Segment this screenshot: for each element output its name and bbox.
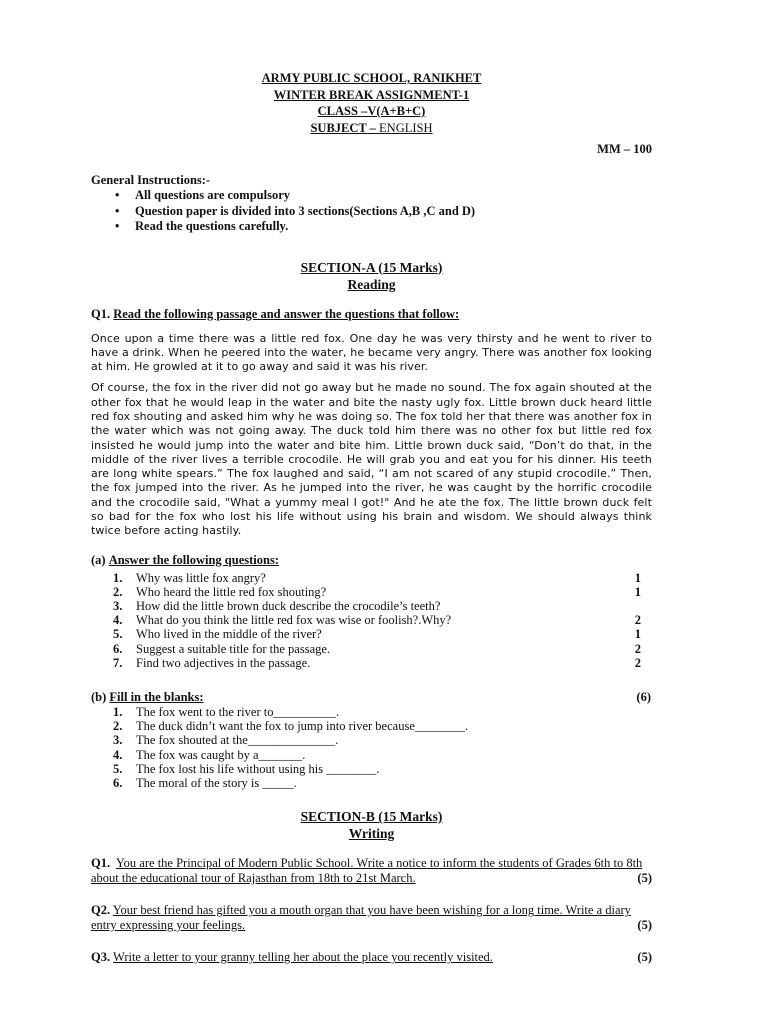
part-b-marks: (6) <box>636 690 651 705</box>
writing-question <box>91 950 652 965</box>
list-item <box>91 733 652 747</box>
question-number: 5. <box>113 761 123 776</box>
subject-line <box>91 120 652 137</box>
question-text: The fox lost his life without using his ________. <box>136 761 380 776</box>
section-a-title: SECTION-A (15 Marks) <box>300 259 443 275</box>
question-text: The moral of the story is _____. <box>136 776 297 791</box>
instruction-item: • All questions are compulsory <box>135 188 652 204</box>
subject-value: ENGLISH <box>375 120 433 135</box>
question-number: Q2. <box>91 903 111 918</box>
section-b-title: SECTION-B (15 Marks) <box>300 809 443 825</box>
question-number: 3. <box>113 599 123 614</box>
question-marks: 2 <box>634 655 641 670</box>
list-item <box>91 627 652 641</box>
document-header <box>91 70 652 136</box>
passage-paragraph: Once upon a time there was a little red fox. One day he was very thirsty and he went to river to have a drink. When he peered into the water, he became very angry. There was another fox looking at him. He growled at it to go away and said it was his river. <box>91 331 652 374</box>
question-text: How did the little brown duck describe the crocodile’s teeth? <box>136 599 441 614</box>
writing-question <box>91 856 652 885</box>
question-marks: 1 <box>634 584 641 599</box>
part-b-heading <box>91 690 652 705</box>
question-number: 1. <box>113 570 123 585</box>
question-text: Why was little fox angry? <box>136 570 266 585</box>
list-item <box>91 642 652 656</box>
document-page <box>91 70 652 965</box>
question-number: 3. <box>113 733 123 748</box>
max-marks: MM – 100 <box>597 142 652 156</box>
question-marks: 2 <box>634 641 641 656</box>
question-number: Q1. <box>91 856 111 871</box>
question-text: Who heard the little red fox shouting? <box>136 584 327 599</box>
list-item <box>91 571 652 585</box>
question-number: 4. <box>113 747 123 762</box>
question-number: 6. <box>113 776 123 791</box>
instructions-list <box>91 188 652 235</box>
part-a-heading <box>91 553 652 568</box>
question-number: 4. <box>113 613 123 628</box>
question-number: Q3. <box>91 950 111 965</box>
question-text: The fox went to the river to__________. <box>136 705 340 720</box>
assignment-title: WINTER BREAK ASSIGNMENT-1 <box>273 87 470 102</box>
question-number: 6. <box>113 641 123 656</box>
question-text: The duck didn’t want the fox to jump into river because________. <box>136 719 468 734</box>
list-item <box>91 599 652 613</box>
question-text: Who lived in the middle of the river? <box>136 627 322 642</box>
question-marks: 2 <box>634 613 641 628</box>
part-b-questions <box>91 705 652 790</box>
q1-number: Q1. <box>91 306 111 321</box>
writing-question <box>91 903 652 932</box>
school-name: ARMY PUBLIC SCHOOL, RANIKHET <box>261 71 482 85</box>
list-item <box>91 776 652 790</box>
question-text: You are the Principal of Modern Public School. Write a notice to inform the students of Grades 6th to 8th about the educational tour of Rajasthan from 18th to 21st March. <box>91 856 643 885</box>
part-b-title: Fill in the blanks: <box>109 690 204 705</box>
list-item <box>91 585 652 599</box>
question-marks: 1 <box>634 627 641 642</box>
question-marks: (5) <box>637 870 652 885</box>
question-text: What do you think the little red fox was wise or foolish?.Why? <box>136 613 452 628</box>
section-a-subtitle: Reading <box>347 276 396 292</box>
question-text: Write a letter to your granny telling her about the place you recently visited. <box>113 950 493 965</box>
section-b-subtitle: Writing <box>348 826 395 842</box>
question-number: 5. <box>113 627 123 642</box>
question-marks: 1 <box>634 570 641 585</box>
instruction-item: • Question paper is divided into 3 sections(Sections A,B ,C and D) <box>135 204 652 220</box>
question-text: The fox was caught by a_______. <box>136 747 306 762</box>
passage-paragraph: Of course, the fox in the river did not go away but he made no sound. The fox again shouted at the other fox that he would leap in the water and bite the nasty ugly fox. Little brown duck heard little red fox shouting and asked him why he was doing so. The fox told her that there was another fox in the water which was not going away. The duck told him there was no other fox but little red fox insisted he would jump into the water and bite him. Little brown duck said, “Don’t do that, in the middle of the river lives a terrible crocodile. He will grab you and eat you for his dinner. His teeth are long white spears.” The fox laughed and said, “I am not scared of any stupid crocodile.” Then, the fox jumped into the river. As he jumped into the river, he was caught by the horrific crocodile and the crocodile said, "What a yummy meal I got!" And he ate the fox. The little brown duck felt so bad for the fox who lost his life without using his brain and wisdom. We should always think twice before acting hastily. <box>91 381 652 538</box>
part-b-label: (b) <box>91 690 107 705</box>
list-item <box>91 705 652 719</box>
part-a-questions <box>91 571 652 670</box>
list-item <box>91 719 652 733</box>
instructions-title: General Instructions:- <box>91 173 211 187</box>
subject-label: SUBJECT – <box>310 120 376 135</box>
class-line: CLASS –V(A+B+C) <box>317 104 426 118</box>
list-item <box>91 613 652 627</box>
question-text: The fox shouted at the______________. <box>136 733 339 748</box>
question-text: Find two adjectives in the passage. <box>136 655 311 670</box>
list-item <box>91 762 652 776</box>
question-marks: (5) <box>637 950 652 965</box>
list-item <box>91 656 652 670</box>
question-number: 1. <box>113 705 123 720</box>
question-number: 2. <box>113 584 123 599</box>
question-text: Suggest a suitable title for the passage. <box>136 641 331 656</box>
section-a-q1 <box>91 307 652 322</box>
question-number: 7. <box>113 655 123 670</box>
question-marks: (5) <box>637 917 652 932</box>
list-item <box>91 748 652 762</box>
question-text: Your best friend has gifted you a mouth organ that you have been wishing for a long time. Write a diary entry expressing your feelings. <box>91 903 631 932</box>
q1-instruction: Read the following passage and answer the questions that follow: <box>113 306 460 321</box>
question-number: 2. <box>113 719 123 734</box>
part-a-title: Answer the following questions: <box>108 552 279 567</box>
part-a-label: (a) <box>91 552 106 567</box>
instruction-item: • Read the questions carefully. <box>135 219 652 235</box>
